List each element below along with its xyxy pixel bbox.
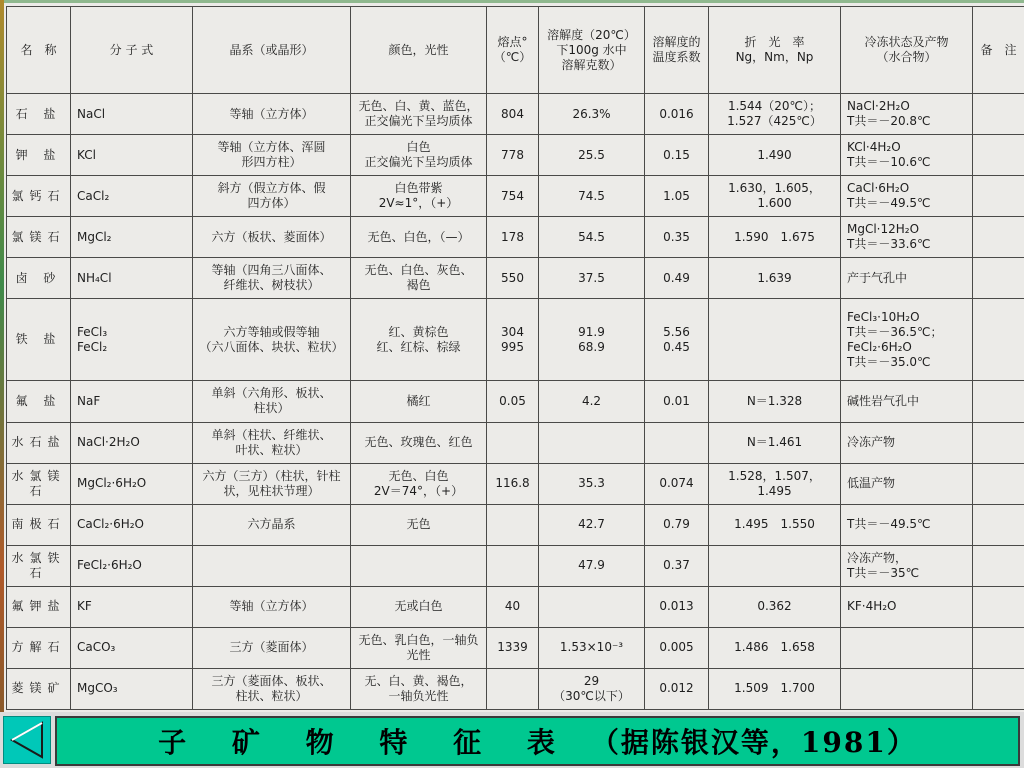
cell-name: 氟钾盐: [7, 586, 71, 627]
cell-melting-point: [487, 668, 539, 709]
cell-refractive-index: 1.630，1.605， 1.600: [709, 176, 841, 217]
table-row: [7, 586, 1024, 627]
cell-solubility-temp-coef: 1.05: [645, 176, 709, 217]
cell-formula: FeCl₃ FeCl₂: [71, 299, 193, 381]
previous-slide-button[interactable]: [3, 716, 51, 764]
cell-melting-point: [487, 422, 539, 463]
cell-name: 南极石: [7, 504, 71, 545]
cell-refractive-index: 1.486 1.658: [709, 627, 841, 668]
mineral-properties-table: [6, 6, 1024, 710]
caption-box: [55, 716, 1020, 766]
table-row: [7, 504, 1024, 545]
cell-remarks: [973, 422, 1024, 463]
header-name: 名 称: [7, 7, 71, 94]
cell-refractive-index: 1.509 1.700: [709, 668, 841, 709]
cell-solubility: 4.2: [539, 381, 645, 422]
cell-formula: MgCl₂: [71, 217, 193, 258]
cell-freezing-product: KCl·4H₂O T共＝－10.6℃: [841, 135, 973, 176]
cell-formula: NaCl: [71, 94, 193, 135]
table-row: [7, 381, 1024, 422]
cell-crystal-system: 等轴（立方体）: [193, 94, 351, 135]
caption-title: 子 矿 物 特 征 表: [158, 726, 573, 759]
cell-crystal-system: 等轴（立方体、浑圆 形四方柱）: [193, 135, 351, 176]
cell-refractive-index: 1.490: [709, 135, 841, 176]
cell-remarks: [973, 668, 1024, 709]
header-freezing-product: 冷冻状态及产物 （水合物）: [841, 7, 973, 94]
cell-crystal-system: 等轴（立方体）: [193, 586, 351, 627]
header-formula: 分 子 式: [71, 7, 193, 94]
header-solubility-temp-coef: 溶解度的 温度系数: [645, 7, 709, 94]
cell-solubility-temp-coef: 0.49: [645, 258, 709, 299]
cell-freezing-product: T共＝－49.5℃: [841, 504, 973, 545]
cell-refractive-index: [709, 545, 841, 586]
caption-text: [57, 718, 1018, 764]
cell-refractive-index: 0.362: [709, 586, 841, 627]
cell-refractive-index: N＝1.328: [709, 381, 841, 422]
cell-formula: KF: [71, 586, 193, 627]
cell-formula: FeCl₂·6H₂O: [71, 545, 193, 586]
top-border-strip: [0, 0, 1024, 3]
cell-formula: KCl: [71, 135, 193, 176]
cell-freezing-product: [841, 627, 973, 668]
cell-name: 氯镁石: [7, 217, 71, 258]
cell-remarks: [973, 135, 1024, 176]
cell-color-optics: [351, 545, 487, 586]
cell-freezing-product: FeCl₃·10H₂O T共＝－36.5℃； FeCl₂·6H₂O T共＝－35.0℃: [841, 299, 973, 381]
header-crystal-system: 晶系（或晶形）: [193, 7, 351, 94]
cell-melting-point: 40: [487, 586, 539, 627]
cell-formula: NH₄Cl: [71, 258, 193, 299]
cell-solubility: 29 （30℃以下）: [539, 668, 645, 709]
cell-melting-point: 1339: [487, 627, 539, 668]
cell-solubility-temp-coef: 5.56 0.45: [645, 299, 709, 381]
cell-color-optics: 无色、白、黄、蓝色， 正交偏光下呈均质体: [351, 94, 487, 135]
cell-melting-point: 550: [487, 258, 539, 299]
cell-color-optics: 无、白、黄、褐色， 一轴负光性: [351, 668, 487, 709]
cell-solubility: [539, 586, 645, 627]
cell-color-optics: 红、黄棕色 红、红棕、棕绿: [351, 299, 487, 381]
cell-crystal-system: 三方（菱面体、板状、 柱状、粒状）: [193, 668, 351, 709]
cell-formula: NaCl·2H₂O: [71, 422, 193, 463]
cell-remarks: [973, 463, 1024, 504]
cell-solubility-temp-coef: 0.79: [645, 504, 709, 545]
cell-color-optics: 无色、白色、灰色、 褐色: [351, 258, 487, 299]
cell-freezing-product: 产于气孔中: [841, 258, 973, 299]
cell-formula: CaCl₂: [71, 176, 193, 217]
cell-freezing-product: KF·4H₂O: [841, 586, 973, 627]
cell-name: 氟 盐: [7, 381, 71, 422]
cell-freezing-product: 低温产物: [841, 463, 973, 504]
cell-name: 水氯镁石: [7, 463, 71, 504]
cell-color-optics: 无色、玫瑰色、红色: [351, 422, 487, 463]
cell-crystal-system: 等轴（四角三八面体、 纤维状、树枝状）: [193, 258, 351, 299]
cell-color-optics: 无色: [351, 504, 487, 545]
cell-name: 方解石: [7, 627, 71, 668]
cell-melting-point: [487, 545, 539, 586]
cell-solubility-temp-coef: 0.15: [645, 135, 709, 176]
cell-name: 氯钙石: [7, 176, 71, 217]
cell-formula: MgCl₂·6H₂O: [71, 463, 193, 504]
table-row: [7, 217, 1024, 258]
cell-solubility-temp-coef: 0.013: [645, 586, 709, 627]
cell-solubility-temp-coef: 0.35: [645, 217, 709, 258]
cell-solubility-temp-coef: 0.016: [645, 94, 709, 135]
cell-refractive-index: 1.495 1.550: [709, 504, 841, 545]
cell-melting-point: 0.05: [487, 381, 539, 422]
cell-solubility: 91.9 68.9: [539, 299, 645, 381]
cell-crystal-system: 六方（三方）（柱状，针柱 状，见柱状节理）: [193, 463, 351, 504]
cell-name: 石 盐: [7, 94, 71, 135]
table-row: [7, 545, 1024, 586]
header-refractive-index: 折 光 率 Ng，Nm，Np: [709, 7, 841, 94]
cell-remarks: [973, 586, 1024, 627]
cell-remarks: [973, 627, 1024, 668]
cell-color-optics: 无色、白色，（—）: [351, 217, 487, 258]
cell-name: 菱镁矿: [7, 668, 71, 709]
cell-refractive-index: 1.544（20℃）； 1.527（425℃）: [709, 94, 841, 135]
cell-solubility-temp-coef: 0.074: [645, 463, 709, 504]
cell-crystal-system: 六方（板状、菱面体）: [193, 217, 351, 258]
header-color-optics: 颜色，光性: [351, 7, 487, 94]
cell-solubility: 74.5: [539, 176, 645, 217]
cell-formula: CaCO₃: [71, 627, 193, 668]
cell-solubility: 42.7: [539, 504, 645, 545]
cell-solubility: [539, 422, 645, 463]
cell-color-optics: 白色 正交偏光下呈均质体: [351, 135, 487, 176]
cell-formula: CaCl₂·6H₂O: [71, 504, 193, 545]
cell-melting-point: 304 995: [487, 299, 539, 381]
table-row: [7, 135, 1024, 176]
cell-color-optics: 无色、白色 2V＝74°，（+）: [351, 463, 487, 504]
cell-remarks: [973, 381, 1024, 422]
cell-remarks: [973, 299, 1024, 381]
cell-name: 铁 盐: [7, 299, 71, 381]
table-row: [7, 463, 1024, 504]
cell-crystal-system: 单斜（六角形、板状、 柱状）: [193, 381, 351, 422]
cell-melting-point: 778: [487, 135, 539, 176]
cell-crystal-system: [193, 545, 351, 586]
left-border-strip: [0, 0, 4, 712]
cell-freezing-product: 冷冻产物: [841, 422, 973, 463]
cell-color-optics: 橘红: [351, 381, 487, 422]
cell-crystal-system: 三方（菱面体）: [193, 627, 351, 668]
cell-name: 卤 砂: [7, 258, 71, 299]
cell-refractive-index: 1.590 1.675: [709, 217, 841, 258]
cell-crystal-system: 六方晶系: [193, 504, 351, 545]
table-row: [7, 176, 1024, 217]
cell-solubility: 54.5: [539, 217, 645, 258]
header-melting-point: 熔点° （℃）: [487, 7, 539, 94]
cell-remarks: [973, 545, 1024, 586]
cell-refractive-index: 1.528，1.507，1.495: [709, 463, 841, 504]
cell-solubility: 1.53×10⁻³: [539, 627, 645, 668]
cell-freezing-product: CaCl·6H₂O T共＝－49.5℃: [841, 176, 973, 217]
cell-solubility: 35.3: [539, 463, 645, 504]
cell-crystal-system: 斜方（假立方体、假 四方体）: [193, 176, 351, 217]
cell-crystal-system: 单斜（柱状、纤维状、 叶状、粒状）: [193, 422, 351, 463]
cell-freezing-product: 碱性岩气孔中: [841, 381, 973, 422]
cell-solubility-temp-coef: 0.012: [645, 668, 709, 709]
cell-solubility: 37.5: [539, 258, 645, 299]
cell-melting-point: 754: [487, 176, 539, 217]
cell-solubility-temp-coef: 0.37: [645, 545, 709, 586]
table-row: [7, 627, 1024, 668]
cell-crystal-system: 六方等轴或假等轴 （六八面体、块状、粒状）: [193, 299, 351, 381]
cell-solubility-temp-coef: [645, 422, 709, 463]
cell-melting-point: 804: [487, 94, 539, 135]
cell-color-optics: 无或白色: [351, 586, 487, 627]
header-remarks: 备 注: [973, 7, 1024, 94]
cell-remarks: [973, 504, 1024, 545]
table-row: [7, 668, 1024, 709]
caption-source: （据陈银汉等，1981）: [590, 726, 917, 759]
cell-freezing-product: MgCl·12H₂O T共＝－33.6℃: [841, 217, 973, 258]
table-row: [7, 422, 1024, 463]
cell-color-optics: 无色、乳白色，一轴负 光性: [351, 627, 487, 668]
cell-color-optics: 白色带紫 2V≈1°，（+）: [351, 176, 487, 217]
cell-name: 水石盐: [7, 422, 71, 463]
cell-solubility: 47.9: [539, 545, 645, 586]
cell-melting-point: 178: [487, 217, 539, 258]
table-row: [7, 258, 1024, 299]
cell-refractive-index: [709, 299, 841, 381]
cell-remarks: [973, 176, 1024, 217]
cell-refractive-index: 1.639: [709, 258, 841, 299]
cell-refractive-index: N＝1.461: [709, 422, 841, 463]
cell-remarks: [973, 258, 1024, 299]
cell-remarks: [973, 94, 1024, 135]
cell-freezing-product: NaCl·2H₂O T共＝－20.8℃: [841, 94, 973, 135]
cell-name: 水氯铁石: [7, 545, 71, 586]
cell-freezing-product: 冷冻产物， T共＝－35℃: [841, 545, 973, 586]
cell-melting-point: 116.8: [487, 463, 539, 504]
table-header-row: [7, 7, 1024, 94]
cell-freezing-product: [841, 668, 973, 709]
header-solubility: 溶解度（20℃） 下100g 水中 溶解克数）: [539, 7, 645, 94]
cell-formula: NaF: [71, 381, 193, 422]
cell-solubility: 25.5: [539, 135, 645, 176]
cell-solubility-temp-coef: 0.005: [645, 627, 709, 668]
cell-melting-point: [487, 504, 539, 545]
cell-solubility: 26.3%: [539, 94, 645, 135]
cell-formula: MgCO₃: [71, 668, 193, 709]
left-triangle-icon: [4, 717, 50, 763]
cell-solubility-temp-coef: 0.01: [645, 381, 709, 422]
cell-remarks: [973, 217, 1024, 258]
cell-name: 钾 盐: [7, 135, 71, 176]
table-row: [7, 299, 1024, 381]
table-row: [7, 94, 1024, 135]
